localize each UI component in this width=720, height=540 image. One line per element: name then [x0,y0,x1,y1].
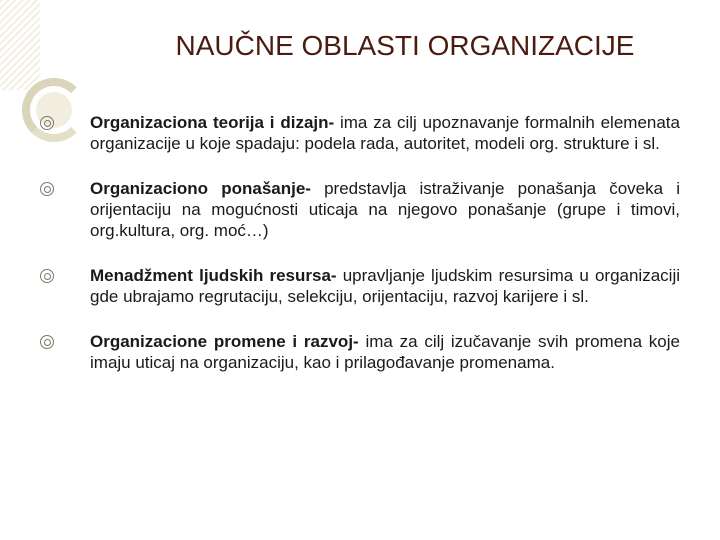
item-description: predstavlja istraživanje ponašanja čoveka i orijentaciju na mogućnosti uticaja na njegovo ponašanje (grupe i timovi, org.kultura, org. moć…) [90,179,680,240]
item-text [90,331,680,373]
list-item [40,112,680,154]
item-term: Menadžment ljudskih resursa- [90,266,337,285]
slide-title: NAUČNE OBLASTI ORGANIZACIJE [175,30,635,61]
list-item [40,265,680,307]
item-term: Organizacione promene i razvoj- [90,332,359,351]
list-item [40,178,680,241]
item-description: ima za cilj izučavanje svih promena koje imaju uticaj na organizaciju, kao i prilagođavanje promenama. [90,332,680,372]
item-term: Organizaciona teorija i dizajn- [90,113,335,132]
item-term: Organizaciono ponašanje- [90,179,311,198]
item-description: upravljanje ljudskim resursima u organizaciji gde ubrajamo regrutaciju, selekciju, orijentaciju, razvoj karijere i sl. [90,266,680,306]
item-text [90,265,680,307]
item-text [90,112,680,154]
circle-bullet-icon [40,335,54,349]
list-item [40,331,680,373]
circle-bullet-icon [40,269,54,283]
circle-bullet-icon [40,182,54,196]
circle-bullet-icon [40,116,54,130]
item-text [90,178,680,241]
item-description: ima za cilj upoznavanje formalnih elemenata organizacije u koje spadaju: podela rada, autoritet, modeli org. strukture i sl. [90,113,680,153]
bullet-list [40,112,680,397]
